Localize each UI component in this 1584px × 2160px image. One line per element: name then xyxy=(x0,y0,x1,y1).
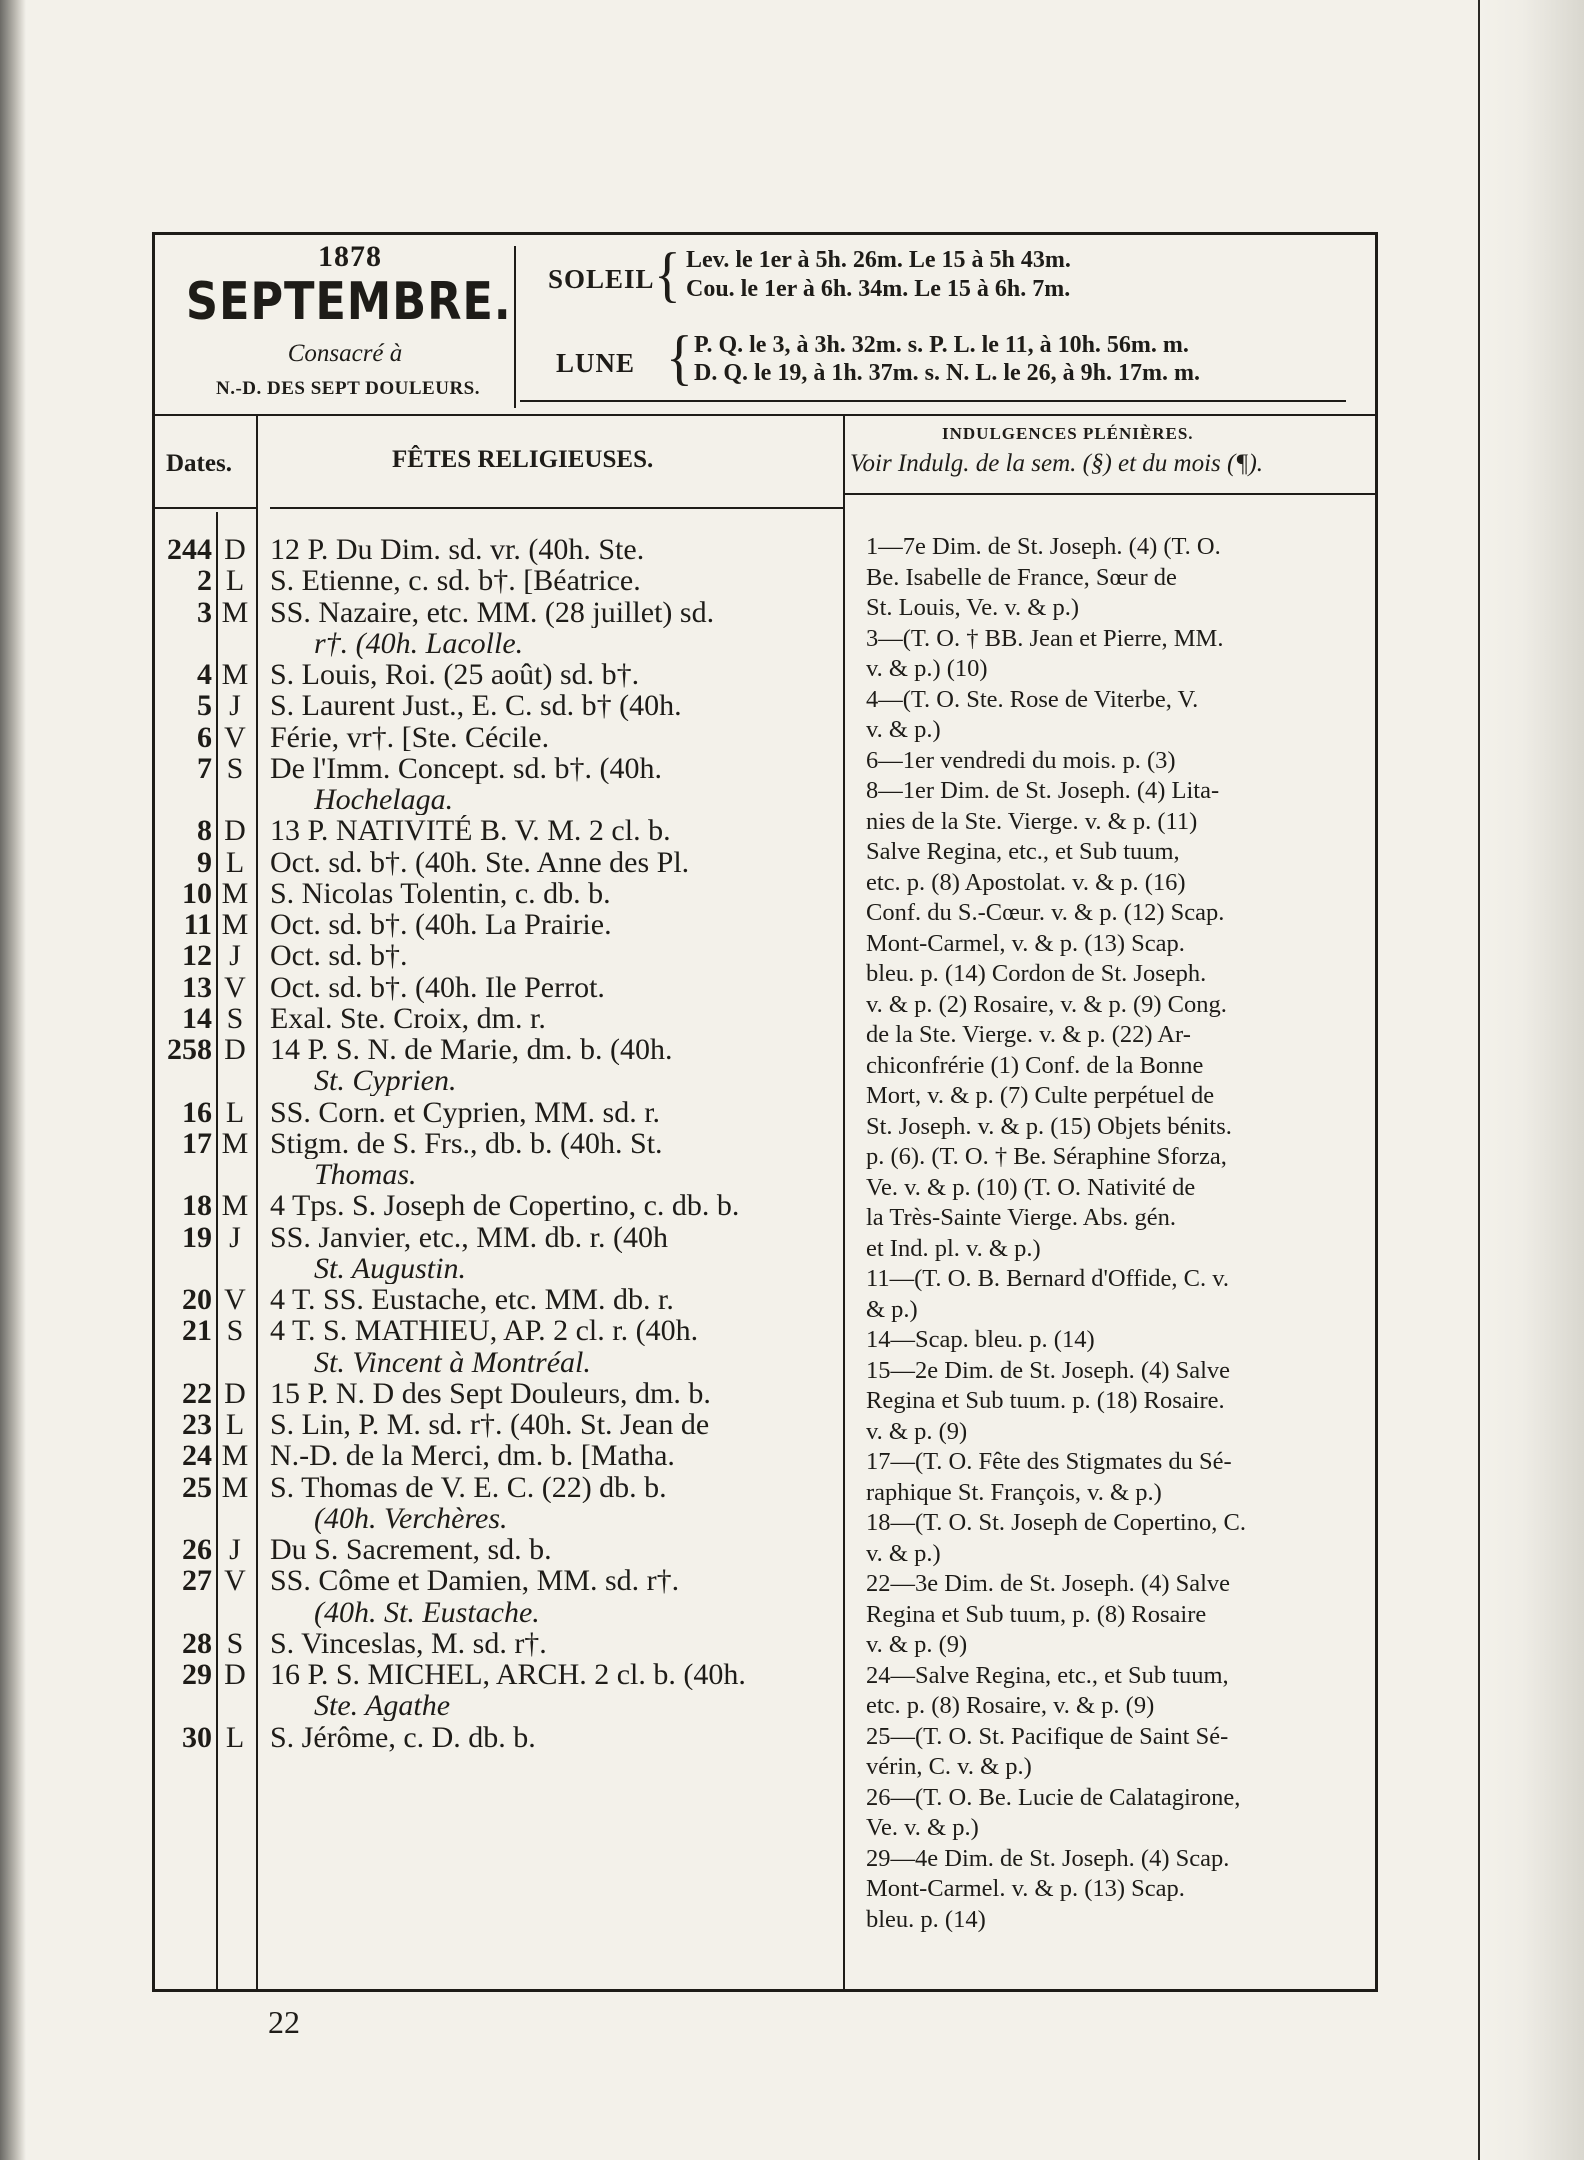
date-number: 14 xyxy=(182,1001,212,1035)
feast-text: 13 P. NATIVITÉ B. V. M. 2 cl. b. xyxy=(270,815,671,847)
lune-label: LUNE xyxy=(556,348,636,378)
weekday-letter: V xyxy=(224,720,246,754)
date-number: 7 xyxy=(197,751,212,785)
indulgence-line: Mont-Carmel. v. & p. (13) Scap. xyxy=(866,1875,1185,1902)
weekday-letter: M xyxy=(221,908,249,941)
soleil-line: Cou. le 1er à 6h. 34m. Le 15 à 6h. 7m. xyxy=(686,276,1071,302)
indulgence-line: 11—(T. O. B. Bernard d'Offide, C. v. xyxy=(866,1265,1230,1292)
feast-text: S. Etienne, c. sd. b†. [Béatrice. xyxy=(270,565,641,597)
feast-text: SS. Corn. et Cyprien, MM. sd. r. xyxy=(270,1096,661,1128)
weekday-letter: V xyxy=(224,970,246,1004)
indulgence-line: 29—4e Dim. de St. Joseph. (4) Scap. xyxy=(866,1844,1230,1872)
feast-text: S. Thomas de V. E. C. (22) db. b. xyxy=(270,1471,667,1503)
weekday-letter: L xyxy=(225,1408,245,1441)
book-gutter-left xyxy=(0,0,26,2160)
indulgence-line: 14—Scap. bleu. p. (14) xyxy=(866,1326,1095,1353)
indulgence-line: v. & p.) xyxy=(866,1539,941,1567)
feast-text: 14 P. S. N. de Marie, dm. b. (40h. xyxy=(270,1034,673,1065)
lune-line: P. Q. le 3, à 3h. 32m. s. P. L. le 11, à 10h. 56m. m. xyxy=(694,332,1189,358)
date-number: 29 xyxy=(182,1658,212,1691)
date-number: 258 xyxy=(167,1033,212,1066)
date-number: 244 xyxy=(167,533,212,566)
weekday-letter: D xyxy=(224,1376,246,1410)
dates-column-header: Dates. xyxy=(166,450,232,477)
date-number: 21 xyxy=(182,1314,212,1348)
dates-column-divider xyxy=(256,414,258,1989)
date-number: 10 xyxy=(182,876,212,910)
indulgence-line: bleu. p. (14) xyxy=(866,1905,986,1933)
weekday-letter: L xyxy=(225,564,245,598)
weekday-letter: M xyxy=(221,876,249,910)
weekday-letter: M xyxy=(221,595,249,629)
weekday-letter: J xyxy=(229,689,241,723)
indulgence-line: et Ind. pl. v. & p.) xyxy=(866,1234,1041,1262)
feast-text: S. Lin, P. M. sd. r†. (40h. St. Jean de xyxy=(270,1409,710,1440)
weekday-letter: D xyxy=(224,1033,246,1066)
indulgence-line: Conf. du S.-Cœur. v. & p. (12) Scap. xyxy=(866,899,1225,926)
date-number: 2 xyxy=(197,564,212,598)
feast-text: S. Jérôme, c. D. db. b. xyxy=(270,1721,536,1753)
indulgence-line: 24—Salve Regina, etc., et Sub tuum, xyxy=(866,1661,1229,1689)
date-number: 30 xyxy=(182,1720,212,1754)
date-number: 27 xyxy=(182,1564,212,1598)
indulgence-line: v. & p. (9) xyxy=(866,1631,968,1658)
weekday-letter: L xyxy=(225,845,245,879)
indulgence-line: 4—(T. O. Ste. Rose de Viterbe, V. xyxy=(866,685,1199,713)
dedication: N.-D. DES SEPT DOULEURS. xyxy=(216,378,480,399)
weekday-letter: M xyxy=(221,1470,249,1504)
feast-text: Du S. Sacrement, sd. b. xyxy=(270,1534,552,1565)
weekday-letter: V xyxy=(224,1564,246,1598)
date-number: 25 xyxy=(182,1470,212,1504)
feast-text: N.-D. de la Merci, dm. b. [Matha. xyxy=(270,1440,675,1472)
feast-text: St. Vincent à Montréal. xyxy=(314,1346,591,1378)
indulgence-line: vérin, C. v. & p.) xyxy=(866,1753,1032,1780)
feast-text: De l'Imm. Concept. sd. b†. (40h. xyxy=(270,752,663,784)
indulgence-line: v. & p.) xyxy=(866,716,941,743)
date-number: 8 xyxy=(197,814,212,848)
feast-text: (40h. Verchères. xyxy=(314,1502,508,1534)
date-number: 5 xyxy=(197,689,212,723)
feast-text: 16 P. S. MICHEL, ARCH. 2 cl. b. (40h. xyxy=(270,1659,746,1690)
date-number: 24 xyxy=(182,1439,212,1473)
date-number: 26 xyxy=(182,1533,212,1566)
feast-text: S. Laurent Just., E. C. sd. b† (40h. xyxy=(270,690,682,722)
fetes-column-header: FÊTES RELIGIEUSES. xyxy=(392,446,654,473)
feast-text: Stigm. de S. Frs., db. b. (40h. St. xyxy=(270,1127,663,1159)
feast-text: Oct. sd. b†. xyxy=(270,940,408,972)
indulgence-line: 8—1er Dim. de St. Joseph. (4) Lita- xyxy=(866,777,1220,804)
feast-text: SS. Janvier, etc., MM. db. r. (40h xyxy=(270,1221,668,1253)
feast-text: Ste. Agathe xyxy=(314,1690,451,1722)
date-number: 22 xyxy=(182,1376,212,1410)
page-number: 22 xyxy=(268,2004,300,2040)
feast-text: 12 P. Du Dim. sd. vr. (40h. Ste. xyxy=(270,534,645,565)
date-number: 23 xyxy=(182,1408,212,1441)
indulgence-line: Regina et Sub tuum, p. (8) Rosaire xyxy=(866,1600,1207,1628)
indulgence-line: 26—(T. O. Be. Lucie de Calatagirone, xyxy=(866,1783,1241,1811)
feast-text: Thomas. xyxy=(314,1159,417,1190)
lune-line: D. Q. le 19, à 1h. 37m. s. N. L. le 26, à 9h. 17m. m. xyxy=(694,360,1200,386)
indulgence-line: Be. Isabelle de France, Sœur de xyxy=(866,563,1177,591)
indulgence-line: St. Louis, Ve. v. & p.) xyxy=(866,594,1080,621)
weekday-letter: L xyxy=(225,1720,245,1754)
indulgence-line: 15—2e Dim. de St. Joseph. (4) Salve xyxy=(866,1356,1231,1384)
feast-text: St. Cyprien. xyxy=(314,1065,457,1097)
feast-text: S. Vinceslas, M. sd. r†. xyxy=(270,1627,547,1659)
date-number: 12 xyxy=(182,939,212,973)
weekday-letter: L xyxy=(225,1095,245,1129)
feast-text: 4 T. SS. Eustache, etc. MM. db. r. xyxy=(270,1284,674,1315)
column-header-rule xyxy=(270,507,843,509)
weekday-letter: M xyxy=(221,1189,249,1223)
book-page-edge-right xyxy=(1478,0,1584,2160)
feast-text: Exal. Ste. Croix, dm. r. xyxy=(270,1002,546,1034)
indulgence-line: 25—(T. O. St. Pacifique de Saint Sé- xyxy=(866,1722,1229,1750)
header-bottom-rule xyxy=(154,414,1376,416)
date-number: 18 xyxy=(182,1189,212,1223)
weekday-letter: V xyxy=(224,1283,246,1316)
indulgence-line: chiconfrérie (1) Conf. de la Bonne xyxy=(866,1051,1204,1079)
indulgence-line: p. (6). (T. O. † Be. Séraphine Sforza, xyxy=(866,1143,1227,1170)
feast-text: St. Augustin. xyxy=(314,1252,466,1284)
feast-text: S. Nicolas Tolentin, c. db. b. xyxy=(270,877,611,909)
weekday-letter: M xyxy=(221,1439,249,1473)
date-number: 19 xyxy=(182,1220,212,1254)
date-number: 4 xyxy=(197,658,212,691)
year: 1878 xyxy=(318,240,382,273)
indulgence-line: de la Ste. Vierge. v. & p. (22) Ar- xyxy=(866,1021,1191,1048)
indulgence-line: & p.) xyxy=(866,1295,918,1323)
indulgence-line: v. & p. (9) xyxy=(866,1417,968,1445)
date-number: 28 xyxy=(182,1626,212,1660)
indulgences-column-header: INDULGENCES PLÉNIÈRES. xyxy=(942,424,1194,443)
date-number: 3 xyxy=(197,595,212,629)
feast-text: Oct. sd. b†. (40h. Ste. Anne des Pl. xyxy=(270,846,690,878)
weekday-letter: M xyxy=(221,658,249,691)
feast-text: Férie, vr†. [Ste. Cécile. xyxy=(270,721,550,753)
weekday-letter: D xyxy=(224,533,246,566)
indulgence-line: 17—(T. O. Fête des Stigmates du Sé- xyxy=(866,1448,1232,1475)
date-number: 17 xyxy=(182,1126,212,1160)
feast-text: (40h. St. Eustache. xyxy=(314,1596,540,1628)
feast-text: r†. (40h. Lacolle. xyxy=(314,627,524,659)
feast-text: SS. Nazaire, etc. MM. (28 juillet) sd. xyxy=(270,596,715,628)
indulgence-line: etc. p. (8) Rosaire, v. & p. (9) xyxy=(866,1692,1155,1719)
weekday-letter: J xyxy=(229,1533,241,1566)
indulgence-line: v. & p.) (10) xyxy=(866,655,988,682)
weekday-letter: M xyxy=(221,1126,249,1160)
date-number: 9 xyxy=(197,845,212,879)
indulgence-line: Salve Regina, etc., et Sub tuum, xyxy=(866,838,1180,865)
indulgence-line: 6—1er vendredi du mois. p. (3) xyxy=(866,746,1176,774)
month-title: SEPTEMBRE. xyxy=(185,272,512,332)
feast-text: S. Louis, Roi. (25 août) sd. b†. xyxy=(270,659,640,690)
weekday-letter: S xyxy=(226,1001,244,1035)
indulgence-line: Ve. v. & p.) xyxy=(866,1814,979,1841)
feast-text: 4 Tps. S. Joseph de Copertino, c. db. b. xyxy=(270,1190,740,1222)
date-number: 16 xyxy=(182,1095,212,1129)
date-number: 6 xyxy=(197,720,212,754)
indulgence-line: 1—7e Dim. de St. Joseph. (4) (T. O. xyxy=(866,533,1221,560)
indulgence-line: Mont-Carmel, v. & p. (13) Scap. xyxy=(866,929,1185,957)
soleil-line: Lev. le 1er à 5h. 26m. Le 15 à 5h 43m. xyxy=(686,247,1071,273)
weekday-letter: J xyxy=(229,939,241,973)
indulgence-line: v. & p. (2) Rosaire, v. & p. (9) Cong. xyxy=(866,990,1227,1018)
indulgence-line: nies de la Ste. Vierge. v. & p. (11) xyxy=(866,807,1198,835)
indulgence-line: etc. p. (8) Apostolat. v. & p. (16) xyxy=(866,868,1186,896)
date-number: 11 xyxy=(183,908,212,941)
column-header-rule xyxy=(843,493,1376,495)
indulgence-line: la Très-Sainte Vierge. Abs. gén. xyxy=(866,1204,1176,1231)
indulgence-line: Mort, v. & p. (7) Culte perpétuel de xyxy=(866,1082,1215,1109)
weekday-letter: S xyxy=(226,1314,244,1348)
consecration-label: Consacré à xyxy=(287,340,403,367)
feast-text: Oct. sd. b†. (40h. Ile Perrot. xyxy=(270,971,605,1003)
weekday-letter: D xyxy=(224,814,246,848)
date-number: 20 xyxy=(182,1283,212,1316)
indulgence-line: bleu. p. (14) Cordon de St. Joseph. xyxy=(866,960,1207,987)
lune-brace: { xyxy=(666,323,693,393)
date-number: 13 xyxy=(182,970,212,1004)
header-rule xyxy=(520,400,1346,402)
indulgence-line: Ve. v. & p. (10) (T. O. Nativité de xyxy=(866,1173,1196,1201)
feast-text: Oct. sd. b†. (40h. La Prairie. xyxy=(270,909,612,940)
soleil-label: SOLEIL xyxy=(548,264,655,294)
indulgence-line: Regina et Sub tuum. p. (18) Rosaire. xyxy=(866,1387,1225,1414)
feast-text: 15 P. N. D des Sept Douleurs, dm. b. xyxy=(270,1377,711,1409)
indulgence-line: 3—(T. O. † BB. Jean et Pierre, MM. xyxy=(866,624,1224,652)
weekday-letter: D xyxy=(224,1658,246,1691)
soleil-brace: { xyxy=(654,240,681,310)
indulgences-note: Voir Indulg. de la sem. (§) et du mois (¶). xyxy=(850,450,1264,477)
column-header-rule xyxy=(154,507,256,509)
feast-text: SS. Côme et Damien, MM. sd. r†. xyxy=(270,1565,680,1597)
weekday-letter: S xyxy=(226,1626,244,1660)
indulgence-line: St. Joseph. v. & p. (15) Objets bénits. xyxy=(866,1112,1232,1140)
indulgence-line: 18—(T. O. St. Joseph de Copertino, C. xyxy=(866,1509,1246,1536)
weekday-column-divider xyxy=(216,512,218,1989)
weekday-letter: S xyxy=(226,751,244,785)
weekday-letter: J xyxy=(229,1220,241,1254)
feast-text: Hochelaga. xyxy=(314,784,454,815)
indulgence-line: 22—3e Dim. de St. Joseph. (4) Salve xyxy=(866,1570,1231,1597)
indulgence-line: raphique St. François, v. & p.) xyxy=(866,1478,1162,1506)
feast-text: 4 T. S. MATHIEU, AP. 2 cl. r. (40h. xyxy=(270,1315,699,1347)
